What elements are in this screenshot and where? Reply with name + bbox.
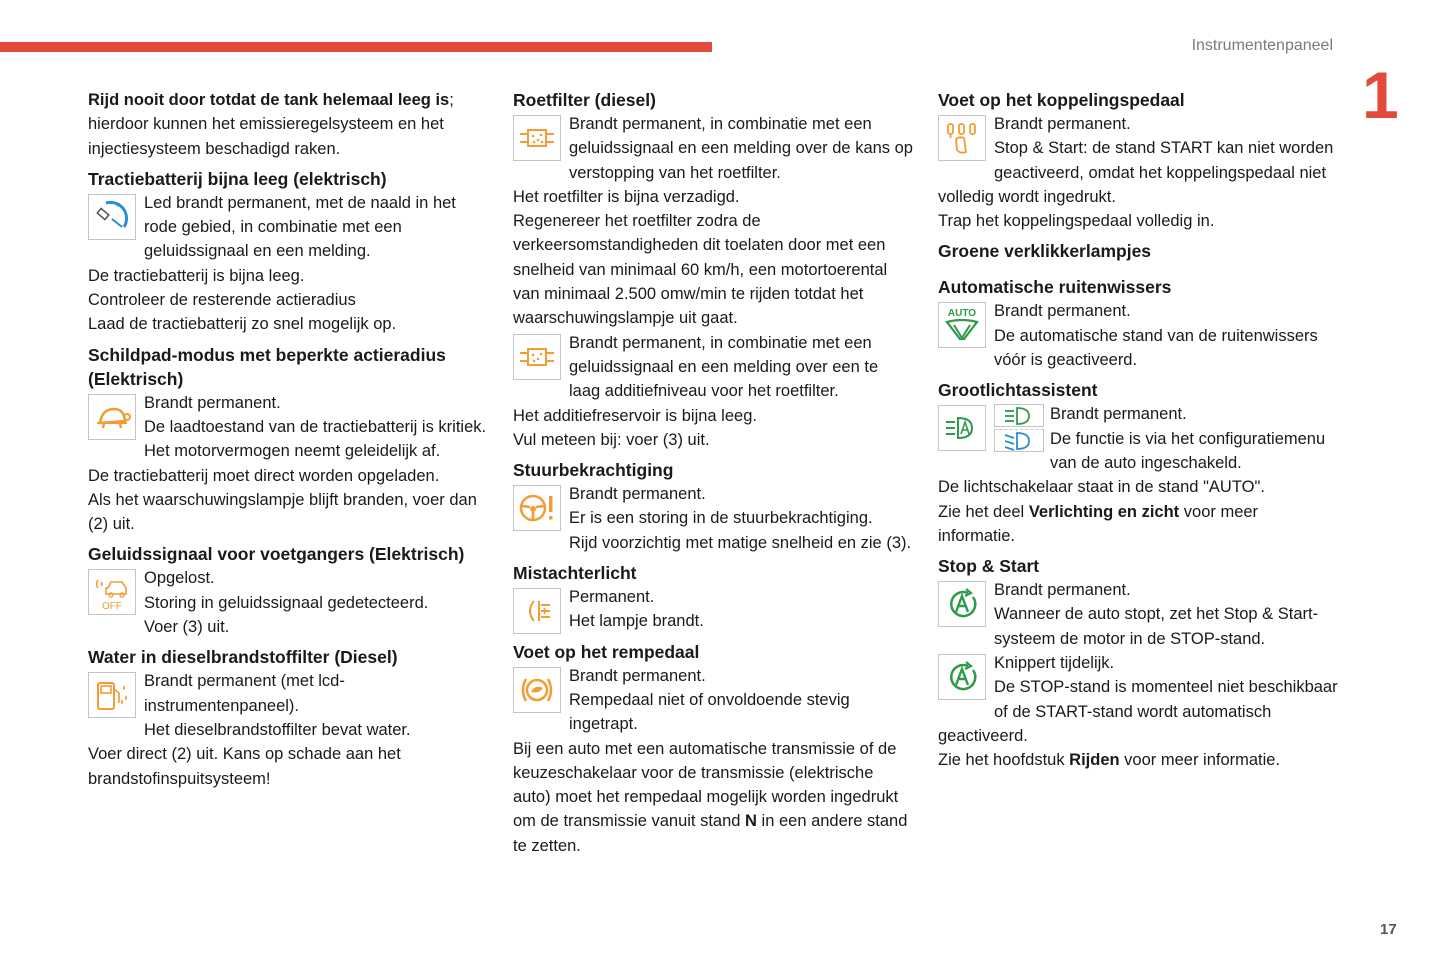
text-line: Knippert tijdelijk. (994, 654, 1115, 673)
column-3 (938, 88, 1338, 773)
text-run: voor meer informatie. (1119, 751, 1281, 770)
text-line: Opgelost. (144, 569, 215, 588)
heading-pedestrian-sound: Geluidssignaal voor voetgangers (Elektrisch) (88, 544, 465, 565)
text-line: Brandt permanent, in combinatie met een geluidssignaal en een melding over de kans op verstopping van het roetfilter. (569, 115, 913, 182)
column-1 (88, 88, 488, 791)
battery-gauge-icon (88, 194, 136, 240)
text-line: De laadtoestand van de tractiebatterij is kritiek. (144, 417, 487, 436)
text-line: Het motorvermogen neemt geleidelijk af. (144, 442, 441, 461)
text-run: Zie het deel (938, 502, 1029, 521)
text-line: De lichtschakelaar staat in de stand "AUTO". (938, 478, 1265, 497)
text-line: Brandt permanent, in combinatie met een geluidssignaal en een melding over een te laag additiefniveau voor het roetfilter. (569, 333, 879, 401)
section-title: Instrumentenpaneel (1191, 37, 1333, 54)
particle-filter-icon (513, 115, 561, 161)
text-line: Wanneer de auto stopt, zet het Stop & Start-systeem de motor in de STOP-stand. (994, 605, 1319, 648)
text-run-bold: Rijden (1069, 751, 1120, 770)
intro-bold: Rijd nooit door totdat de tank helemaal leeg is (88, 91, 450, 109)
water-in-fuel-icon (88, 672, 136, 718)
text-line (513, 737, 913, 858)
text-run: voor meer informatie. (938, 502, 1259, 545)
text-line: Rempedaal niet of onvoldoende stevig ingetrapt. (569, 690, 850, 734)
chapter-number: 1 (1362, 58, 1399, 132)
text-line: Brandt permanent. (994, 581, 1131, 600)
text-line: Als het waarschuwingslampje blijft branden, voer dan (2) uit. (88, 490, 477, 534)
heading-stop-start: Stop & Start (938, 556, 1040, 577)
low-beam-icon (994, 429, 1044, 452)
text-line: Vul meteen bij: voer (3) uit. (513, 430, 710, 449)
text-line: Het lampje brandt. (569, 612, 704, 631)
clutch-pedal-icon (938, 115, 986, 161)
intro-text (88, 88, 488, 161)
text-line: Voer direct (2) uit. Kans op schade aan het brandstofinspuitsysteem! (88, 745, 401, 788)
text-line: Brandt permanent. (994, 115, 1131, 133)
text-line: De automatische stand van de ruitenwissers vóór is geactiveerd. (994, 326, 1318, 370)
heading-high-beam-assist: Grootlichtassistent (938, 380, 1098, 401)
heading-particle-filter: Roetfilter (diesel) (513, 90, 656, 110)
text-line: Led brandt permanent, met de naald in het rode gebied, in combinatie met een geluidssignaal en een melding. (144, 193, 456, 261)
auto-wipers-icon (938, 302, 986, 348)
text-run-bold: N (745, 812, 757, 831)
turtle-icon (88, 394, 136, 440)
text-line: De tractiebatterij moet direct worden opgeladen. (88, 466, 440, 485)
text-line: Rijd voorzichtig met matige snelheid en zie (3). (569, 533, 912, 552)
text-line: De STOP-stand is momenteel niet beschikbaar of de START-stand wordt automatisch geactiveerd. (938, 678, 1338, 745)
text-line: Brandt permanent. (1050, 405, 1187, 424)
steering-warning-icon (513, 485, 561, 531)
text-line: Regenereer het roetfilter zodra de verkeersomstandigheden dit toelaten door met een snelheid van minimaal 60 km/h, een motortoerental van minimaal 2.500 omw/min te rijden totdat het waarschuwingslampje uit gaat. (513, 212, 888, 328)
stop-start-icon (938, 581, 986, 627)
icon-off-label: OFF (102, 601, 122, 613)
text-run: Zie het hoofdstuk (938, 751, 1070, 770)
column-2 (513, 88, 913, 858)
heading-auto-wipers: Automatische ruitenwissers (938, 277, 1172, 298)
high-beam-assist-icon (938, 405, 986, 451)
text-line: De functie is via het configuratiemenu van de auto ingeschakeld. (1050, 429, 1326, 472)
text-line: Er is een storing in de stuurbekrachtiging. (569, 509, 873, 528)
text-line: Controleer de resterende actieradius (88, 291, 356, 310)
text-line: Voer (3) uit. (144, 618, 230, 637)
text-line: Storing in geluidssignaal gedetecteerd. (144, 593, 429, 612)
text-line: Het additiefreservoir is bijna leeg. (513, 406, 757, 425)
pedestrian-sound-off-icon (88, 569, 136, 615)
text-run: Bij een auto met een automatische transmissie of de keuzeschakelaar voor de transmissie (elektrische auto) moet het rempedaal mogelijk worden ingedrukt om de transmissie vanuit stand (513, 739, 899, 831)
text-line: Brandt permanent. (569, 485, 706, 504)
text-line (938, 748, 1338, 772)
page-number: 17 (1380, 921, 1397, 938)
text-line: Trap het koppelingspedaal volledig in. (938, 212, 1215, 231)
heading-brake-pedal: Voet op het rempedaal (513, 641, 700, 662)
icon-auto-label: AUTO (947, 308, 977, 320)
text-line (938, 500, 1338, 549)
heading-water-in-fuel: Water in dieselbrandstoffilter (Diesel) (88, 647, 398, 668)
beam-icon-stack (994, 404, 1044, 452)
intro-punct: ; (449, 91, 454, 109)
heading-green-lights: Groene verklikkerlampjes (938, 241, 1152, 262)
text-run-bold: Verlichting en zicht (1028, 502, 1180, 521)
heading-power-steering: Stuurbekrachtiging (513, 460, 674, 481)
high-beam-icon (994, 404, 1044, 427)
header-accent-bar (0, 42, 712, 52)
text-line: Stop & Start: de stand START kan niet worden geactiveerd, omdat het koppelingspedaal niet volledig wordt ingedrukt. (938, 139, 1334, 206)
intro-rest: hierdoor kunnen het emissieregelsysteem en het injectiesysteem beschadigd raken. (88, 115, 444, 158)
text-line: De tractiebatterij is bijna leeg. (88, 266, 305, 285)
heading-turtle-mode: Schildpad-modus met beperkte actieradius (Elektrisch) (88, 344, 446, 389)
text-line: Brandt permanent. (994, 302, 1131, 321)
stop-start-icon (938, 654, 986, 700)
text-line: Permanent. (569, 588, 655, 607)
text-line: Het dieselbrandstoffilter bevat water. (144, 720, 411, 739)
heading-traction-battery: Tractiebatterij bijna leeg (elektrisch) (88, 168, 387, 189)
text-line: Het roetfilter is bijna verzadigd. (513, 187, 740, 206)
rear-fog-light-icon (513, 588, 561, 634)
heading-clutch-pedal: Voet op het koppelingspedaal (938, 90, 1185, 110)
brake-pedal-icon (513, 667, 561, 713)
text-line: Brandt permanent (met lcd-instrumentenpaneel). (144, 672, 345, 715)
text-run: in een andere stand te zetten. (513, 812, 908, 855)
text-line: Laad de tractiebatterij zo snel mogelijk op. (88, 315, 397, 334)
particle-filter-icon (513, 334, 561, 380)
text-line: Brandt permanent. (144, 393, 281, 412)
text-line: Brandt permanent. (569, 666, 706, 685)
heading-rear-fog: Mistachterlicht (513, 563, 637, 584)
